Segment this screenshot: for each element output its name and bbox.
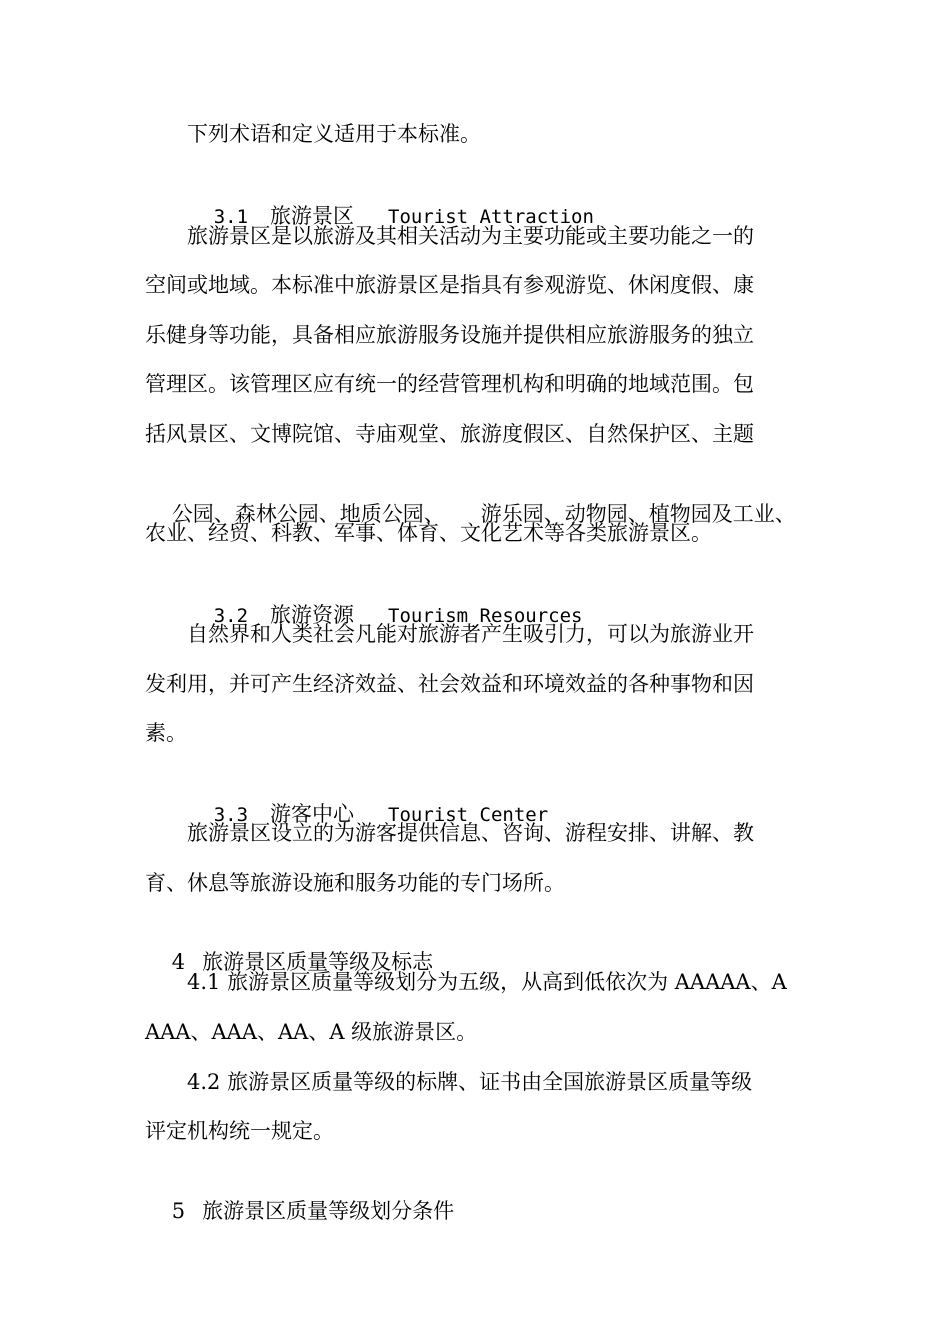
paragraph-line: 旅游景区是以旅游及其相关活动为主要功能或主要功能之一的	[187, 224, 754, 248]
paragraph-line: 括风景区、文博院馆、寺庙观堂、旅游度假区、自然保护区、主题	[145, 422, 754, 446]
section-title-zh: 旅游资源	[270, 603, 355, 627]
paragraph-line: 农业、经贸、科教、军事、体育、文化艺术等各类旅游景区。	[145, 521, 712, 545]
paragraph-line: 素。	[145, 721, 187, 745]
paragraph-line: 4.1 旅游景区质量等级划分为五级，从高到低依次为 AAAAA、A	[187, 970, 787, 994]
section-title: 旅游景区质量等级及标志	[202, 950, 434, 974]
section-5-heading	[0, 1166, 950, 1256]
section-number: 5	[171, 1199, 186, 1223]
paragraph-line: 育、休息等旅游设施和服务功能的专门场所。	[145, 871, 565, 895]
paragraph-line: 乐健身等功能，具备相应旅游服务设施并提供相应旅游服务的独立	[145, 323, 754, 347]
paragraph-line: 4.2 旅游景区质量等级的标牌、证书由全国旅游景区质量等级	[187, 1070, 753, 1094]
paragraph-line: 管理区。该管理区应有统一的经营管理机构和明确的地域范围。包	[145, 372, 754, 396]
paragraph-line: 自然界和人类社会凡能对旅游者产生吸引力，可以为旅游业开	[187, 622, 754, 646]
paragraph-line: AAA、AAA、AA、A 级旅游景区。	[145, 1020, 478, 1044]
paragraph-segment: 公园、森林公园、地质公园、	[171, 502, 445, 526]
section-title-en: Tourism Resources	[388, 605, 583, 627]
paragraph-segment: 游乐园、动物园、植物园及工业、	[480, 502, 796, 526]
intro-paragraph: 下列术语和定义适用于本标准。	[187, 122, 481, 146]
section-number: 3.3	[213, 804, 249, 826]
section-title: 旅游景区质量等级划分条件	[202, 1199, 455, 1223]
paragraph-line: 发利用，并可产生经济效益、社会效益和环境效益的各种事物和因	[145, 672, 754, 696]
section-title-zh: 游客中心	[270, 802, 355, 826]
section-number: 3.2	[213, 605, 249, 627]
section-number: 4	[171, 950, 186, 974]
paragraph-line: 空间或地域。本标准中旅游景区是指具有参观游览、休闲度假、康	[145, 273, 754, 297]
section-number: 3.1	[213, 206, 249, 228]
paragraph-line: 评定机构统一规定。	[145, 1119, 334, 1143]
section-title-en: Tourist Attraction	[388, 206, 594, 228]
section-title-zh: 旅游景区	[270, 204, 355, 228]
paragraph-line: 旅游景区设立的为游客提供信息、咨询、游程安排、讲解、教	[187, 821, 754, 845]
section-title-en: Tourist Center	[388, 804, 549, 826]
